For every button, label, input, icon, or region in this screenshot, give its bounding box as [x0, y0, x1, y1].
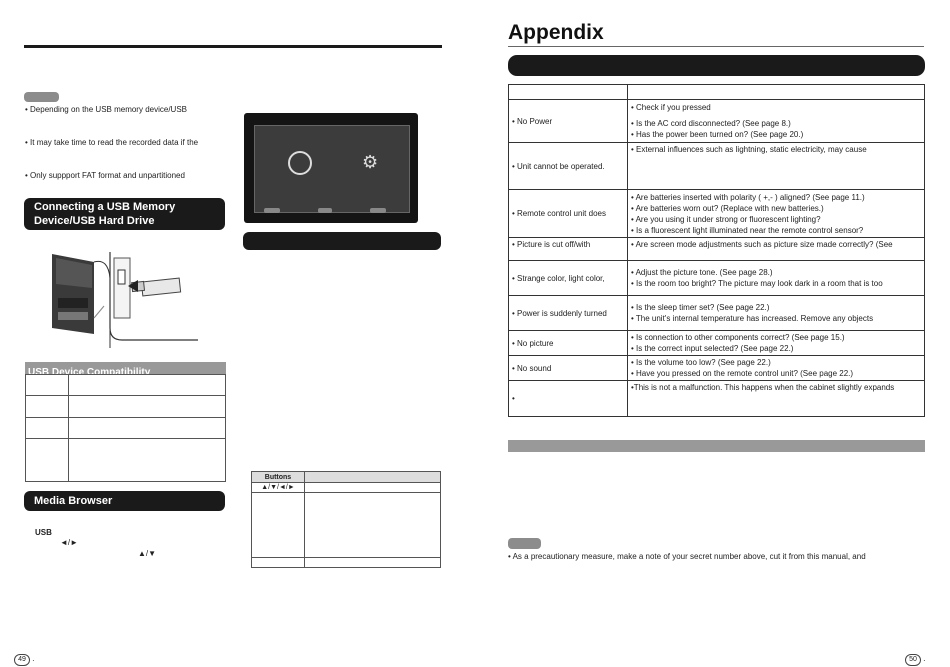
table-header-remedy: [628, 85, 925, 100]
gear-icon: ⚙: [362, 152, 379, 172]
left-top-rule: [24, 45, 442, 48]
remedy-cell: [628, 238, 925, 261]
buttons-row1: ▲/▼/◄/►: [252, 483, 305, 493]
note-bullet-1: • Depending on the USB memory device/USB: [25, 105, 187, 114]
remedy-line: • External influences such as lightning, static electricity, may cause: [631, 145, 867, 154]
table-cell: [69, 375, 226, 396]
arrow-up-down: ▲/▼: [138, 549, 157, 558]
troubleshooting-heading-bar: [508, 55, 925, 76]
note-bullet-2: • It may take time to read the recorded data if the: [25, 138, 199, 147]
table-cell: [305, 493, 441, 558]
note-bullet: • As a precautionary measure, make a note of your secret number above, cut it from this manual, and: [508, 552, 866, 561]
table-row: [509, 381, 925, 417]
table-row: [26, 418, 226, 439]
table-cell: [69, 439, 226, 482]
table-cell: [252, 493, 305, 558]
remedy-line: • Are batteries inserted with polarity ( +,- ) aligned? (See page 11.): [631, 192, 865, 202]
table-row: [509, 143, 925, 190]
note-badge: [508, 538, 541, 549]
remedy-cell: [628, 143, 925, 190]
remedy-line: • Are screen mode adjustments such as picture size made correctly? (See: [631, 240, 893, 249]
remedy-line: • Check if you pressed: [631, 103, 711, 112]
troubleshooting-table: [508, 84, 925, 417]
symptom-cell: • No Power: [509, 100, 628, 143]
table-row: [252, 558, 441, 568]
table-row: [26, 375, 226, 396]
table-cell: [26, 418, 69, 439]
remedy-line: • Is a fluorescent light illuminated near the remote control sensor?: [631, 225, 864, 235]
media-browser-heading: Media Browser: [34, 495, 113, 507]
screen-button-right: [370, 208, 386, 213]
page-dot: ·: [923, 655, 926, 665]
table-row: [509, 85, 925, 100]
remedy-cell: [628, 190, 925, 238]
page-number-badge: [14, 654, 30, 666]
remedy-line: • The unit's internal temperature has increased. Remove any objects: [631, 314, 874, 323]
symptom-cell: • Power is suddenly turned: [509, 296, 628, 331]
left-page-number-text: 49: [18, 656, 26, 663]
table-row: [509, 296, 925, 331]
remedy-line: • Is the sleep timer set? (See page 22.): [631, 303, 770, 312]
table-cell: [305, 558, 441, 568]
remedy-cell: [628, 356, 925, 381]
usb-connection-illustration: [48, 248, 198, 348]
table-row: [26, 439, 226, 482]
media-menu-screen-illustration: [244, 113, 418, 223]
table-row: [509, 261, 925, 296]
table-cell: [26, 439, 69, 482]
symptom-cell: •: [509, 381, 628, 417]
remedy-cell: [628, 331, 925, 356]
note-badge: [24, 92, 59, 102]
symptom-cell: • Remote control unit does: [509, 190, 628, 238]
screen-button-left: [264, 208, 280, 213]
symptom-cell: • No picture: [509, 331, 628, 356]
usb-label: USB: [35, 528, 52, 537]
left-page-number: [14, 654, 35, 666]
buttons-table: [251, 471, 441, 568]
table-cell: [26, 396, 69, 418]
screen-inner: [254, 125, 410, 213]
usb-compat-table: [25, 374, 226, 482]
secret-number-heading-bar: [508, 440, 925, 452]
remedy-cell: [628, 100, 925, 143]
remedy-line: • Is the room too bright? The picture may look dark in a room that is too: [631, 279, 883, 288]
table-row: [509, 100, 925, 143]
right-page-number: [905, 654, 926, 666]
table-cell: [252, 558, 305, 568]
table-cell: [26, 375, 69, 396]
remedy-line: • Is the volume too low? (See page 22.): [631, 358, 771, 367]
connecting-heading-line2: Device/USB Hard Drive: [34, 215, 155, 227]
remedy-cell: [628, 381, 925, 417]
page-title: Appendix: [508, 21, 604, 44]
table-cell: [305, 472, 441, 483]
remedy-line: • Is connection to other components correct? (See page 15.): [631, 333, 845, 342]
remedy-cell: [628, 261, 925, 296]
table-row: [509, 331, 925, 356]
table-row: [26, 396, 226, 418]
connecting-heading: [24, 198, 225, 230]
symptom-cell: • Strange color, light color,: [509, 261, 628, 296]
remedy-line: • Have you pressed on the remote control unit? (See page 22.): [631, 369, 854, 378]
remedy-line: • Are batteries worn out? (Replace with new batteries.): [631, 203, 824, 213]
table-row: [252, 493, 441, 558]
table-row: [509, 238, 925, 261]
remedy-line: • Adjust the picture tone. (See page 28.): [631, 268, 773, 277]
remedy-line: • Is the correct input selected? (See page 22.): [631, 344, 794, 353]
title-underline: [508, 46, 924, 47]
media-browser-heading-bar: [24, 491, 225, 511]
table-row: [252, 472, 441, 483]
table-row: [509, 190, 925, 238]
symptom-cell: • Unit cannot be operated.: [509, 143, 628, 190]
usb-drive-icon: [288, 151, 312, 175]
remedy-line: • Has the power been turned on? (See page 20.): [631, 130, 804, 139]
remedy-line: • Is the AC cord disconnected? (See page 8.): [631, 119, 791, 128]
remedy-line: •This is not a malfunction. This happens when the cabinet slightly expands: [631, 383, 895, 392]
page-dot: ·: [32, 655, 35, 665]
tv-usb-port-drawing: [48, 248, 198, 348]
page-number-badge: [905, 654, 921, 666]
symptom-cell: • No sound: [509, 356, 628, 381]
second-col-heading-bar: [243, 232, 441, 250]
table-cell: [69, 396, 226, 418]
symptom-cell: • Picture is cut off/with: [509, 238, 628, 261]
right-page-number-text: 50: [909, 656, 917, 663]
table-cell: [305, 483, 441, 493]
buttons-header: Buttons: [252, 472, 305, 483]
table-header-problem: [509, 85, 628, 100]
usb-compat-heading: USB Device Compatibility: [28, 367, 151, 378]
screen-button-center: [318, 208, 332, 213]
table-row: [509, 356, 925, 381]
remedy-line: • Are you using it under strong or fluorescent lighting?: [631, 214, 821, 224]
usb-compat-heading-bar: [25, 362, 226, 378]
note-bullet-3: • Only suppport FAT format and unpartitioned: [25, 171, 185, 180]
table-row: [252, 483, 441, 493]
connecting-heading-line1: Connecting a USB Memory: [34, 201, 176, 213]
arrow-left-right: ◄/►: [60, 538, 79, 547]
table-cell: [69, 418, 226, 439]
remedy-cell: [628, 296, 925, 331]
